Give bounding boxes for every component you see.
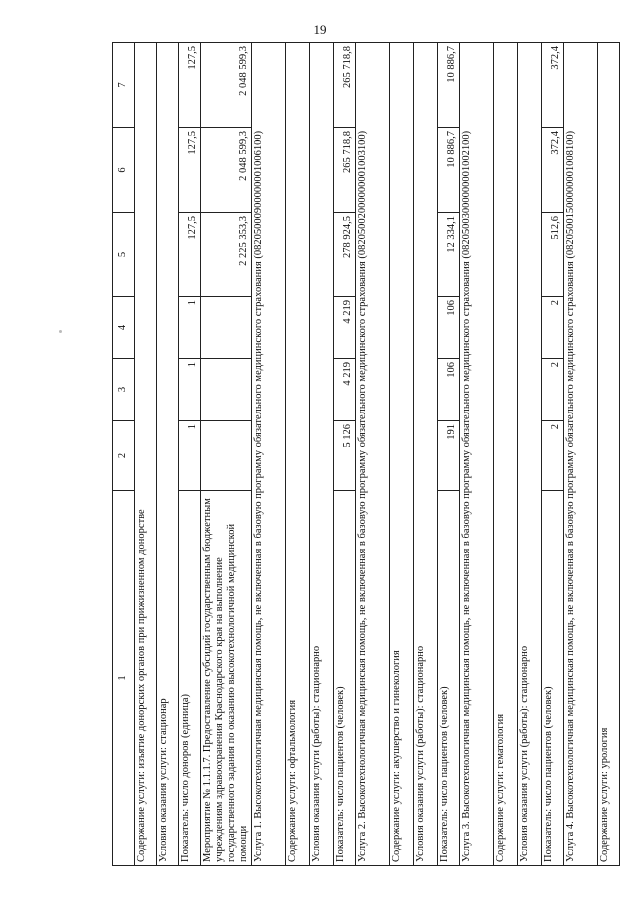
budget-table [112,42,620,866]
table-row-section [252,43,286,866]
header-cell-7: 7 [113,43,135,128]
value-cell-5: 2 225 353,3 [201,213,252,297]
value-cell-3 [201,359,252,421]
value-cell-6: 2 048 599,3 [201,128,252,213]
header-cell-5: 5 [113,213,135,297]
value-cell-5: 512,6 [542,213,564,297]
label-cell: Показатель: число пациентов (человек) [542,491,564,866]
value-cell-3: 1 [179,359,201,421]
table-row-section [310,43,334,866]
table-row-section [390,43,414,866]
section-cell: Содержание услуги: гематология [494,43,518,866]
value-cell-7: 127,5 [179,43,201,128]
value-cell-3: 4 219 [334,359,356,421]
table-row-section [598,43,620,866]
section-cell: Условия оказания услуги (работы): стационарно [310,43,334,866]
label-cell: Показатель: число пациентов (человек) [334,491,356,866]
value-cell-7: 2 048 599,3 [201,43,252,128]
value-cell-3: 2 [542,359,564,421]
table-row-section [564,43,598,866]
table-row-section [135,43,157,866]
value-cell-6: 10 886,7 [438,128,460,213]
value-cell-7: 265 718,8 [334,43,356,128]
table-body [113,43,620,866]
section-cell: Содержание услуги: урология [598,43,620,866]
table-row-section [286,43,310,866]
value-cell-2: 5 126 [334,421,356,491]
value-cell-3: 106 [438,359,460,421]
value-cell-4: 106 [438,297,460,359]
header-cell-4: 4 [113,297,135,359]
rotated-table-container [112,43,611,866]
section-cell: Услуга 4. Высокотехнологичная медицинская помощь, не включенная в базовую программу обязательного медицинского страхования (08205001500000001008100) [564,43,598,866]
section-cell: Содержание услуги: акушерство и гинекология [390,43,414,866]
table-row-section [518,43,542,866]
section-cell: Содержание услуги: изъятие донорских органов при прижизненном донорстве [135,43,157,866]
table-row-section [494,43,518,866]
table-row-section [157,43,179,866]
header-row [113,43,135,866]
section-cell: Услуга 1. Высокотехнологичная медицинская помощь, не включенная в базовую программу обязательного медицинского страхования (08205000900000001006100) [252,43,286,866]
section-cell: Содержание услуги: офтальмология [286,43,310,866]
value-cell-5: 127,5 [179,213,201,297]
value-cell-2 [201,421,252,491]
value-cell-5: 12 334,1 [438,213,460,297]
section-cell: Услуга 2. Высокотехнологичная медицинская помощь, не включенная в базовую программу обязательного медицинского страхования (08205002000000001003100) [356,43,390,866]
table-row-data [201,43,252,866]
scan-speck [59,330,62,333]
value-cell-6: 372,4 [542,128,564,213]
label-cell: Показатель: число доноров (единица) [179,491,201,866]
section-cell: Условия оказания услуги (работы): стационарно [518,43,542,866]
value-cell-7: 10 886,7 [438,43,460,128]
value-cell-4: 1 [179,297,201,359]
value-cell-4 [201,297,252,359]
table-row-data [542,43,564,866]
value-cell-2: 2 [542,421,564,491]
label-cell: Мероприятие № 1.1.1.7. Предоставление субсидий государственным бюджетным учреждениям здравоохранения Краснодарского края на выполнение государственного задания по оказанию высокотехнологичной медицинской помощи [201,491,252,866]
table-row-data [334,43,356,866]
value-cell-7: 372,4 [542,43,564,128]
table-row-section [460,43,494,866]
table-row-section [356,43,390,866]
header-cell-3: 3 [113,359,135,421]
value-cell-4: 4 219 [334,297,356,359]
value-cell-5: 278 924,5 [334,213,356,297]
value-cell-4: 2 [542,297,564,359]
table-row-section [414,43,438,866]
section-cell: Услуга 3. Высокотехнологичная медицинская помощь, не включенная в базовую программу обязательного медицинского страхования (08205003000000001002100) [460,43,494,866]
section-cell: Условия оказания услуги: стационар [157,43,179,866]
section-cell: Условия оказания услуги (работы): стационарно [414,43,438,866]
value-cell-2: 1 [179,421,201,491]
value-cell-6: 127,5 [179,128,201,213]
header-cell-6: 6 [113,128,135,213]
value-cell-6: 265 718,8 [334,128,356,213]
table-row-data [438,43,460,866]
page-number: 19 [313,22,327,37]
header-cell-1: 1 [113,491,135,866]
label-cell: Показатель: число пациентов (человек) [438,491,460,866]
table-row-data [179,43,201,866]
header-cell-2: 2 [113,421,135,491]
value-cell-2: 191 [438,421,460,491]
rotated-table-area [112,43,611,866]
